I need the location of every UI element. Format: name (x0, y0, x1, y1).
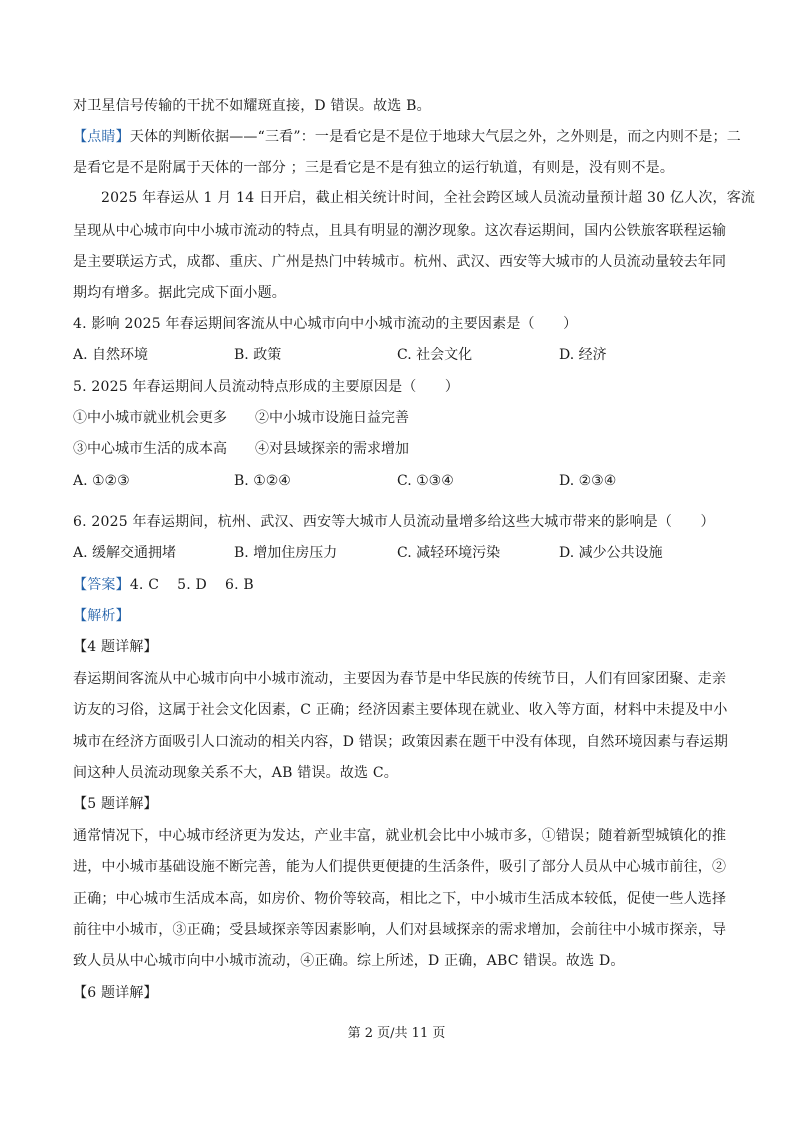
q6-stem: 6. 2025 年春运期间，杭州、武汉、西安等大城市人员流动量增多给这些大城市带来的影响是（ ） (73, 514, 715, 530)
tip-line-2: 是看它是不是附属于天体的一部分 ；三是看它是不是有独立的运行轨道，有则是，没有则不是。 (73, 160, 675, 176)
d4-line-3: 城市在经济方面吸引人口流动的相关内容，D 错误；政策因素在题干中没有体现，自然环境因素与春运期 (73, 734, 729, 750)
answer-6: 6. B (224, 577, 254, 593)
q5-item-3: ③中心城市生活的成本高 (73, 441, 227, 457)
d4-line-2: 访友的习俗，这属于社会文化因素，C 正确；经济因素主要体现在就业、收入等方面，材料中未提及中小 (73, 702, 728, 718)
answer-row (73, 575, 272, 595)
d5-line-5: 致人员从中心城市向中小城市流动，④正确。综上所述，D 正确，ABC 错误。故选 D。 (73, 953, 625, 969)
q6-option-c: C. 减轻环境污染 (397, 545, 501, 561)
q4-option-a: A. 自然环境 (73, 347, 149, 363)
tip-line-1 (73, 127, 741, 147)
q5-item-2: ②中小城市设施日益完善 (255, 410, 409, 426)
material-line-4: 期均有增多。据此完成下面小题。 (73, 285, 286, 301)
d4-line-1: 春运期间客流从中心城市向中小城市流动，主要因为春节是中华民族的传统节日，人们有回家团聚、走亲 (73, 671, 727, 687)
material-line-1: 2025 年春运从 1 月 14 日开启，截止相关统计时间，全社会跨区域人员流动量预计超 30 亿人次，客流 (101, 190, 756, 206)
answer-label: 【答案】 (73, 577, 130, 593)
d5-label: 【5 题详解】 (73, 796, 158, 812)
q5-stem: 5. 2025 年春运期间人员流动特点形成的主要原因是（ ） (73, 379, 460, 395)
d5-line-3: 正确；中心城市生活成本高，如房价、物价等较高，相比之下，中小城市生活成本较低，促使一些人选择 (73, 891, 727, 907)
prev-answer-line: 对卫星信号传输的干扰不如耀斑直接，D 错误。故选 B。 (73, 98, 431, 114)
q4-option-b: B. 政策 (234, 347, 282, 363)
page-footer: 第 2 页/共 11 页 (347, 1026, 446, 1041)
material-line-2: 呈现从中心城市向中小城市流动的特点，且具有明显的潮汐现象。这次春运期间，国内公铁旅客联程运输 (73, 223, 727, 239)
q4-option-c: C. 社会文化 (397, 347, 473, 363)
q5-option-c: C. ①③④ (397, 473, 454, 489)
d4-label: 【4 题详解】 (73, 639, 158, 655)
d5-line-2: 进，中小城市基础设施不断完善，能为人们提供更便捷的生活条件，吸引了部分人员从中心城市前往，② (73, 859, 727, 875)
q4-option-d: D. 经济 (559, 347, 607, 363)
q5-option-b: B. ①②④ (234, 473, 291, 489)
q5-item-4: ④对县域探亲的需求增加 (255, 441, 409, 457)
q5-option-a: A. ①②③ (73, 473, 130, 489)
tip-label: 【点睛】 (73, 129, 130, 145)
q6-option-d: D. 减少公共设施 (559, 545, 663, 561)
q6-option-b: B. 增加住房压力 (234, 545, 338, 561)
q5-item-1: ①中小城市就业机会更多 (73, 410, 227, 426)
d5-line-4: 前往中小城市，③正确；受县域探亲等因素影响，人们对县域探亲的需求增加，会前往中小城市探亲，导 (73, 922, 727, 938)
q6-option-a: A. 缓解交通拥堵 (73, 545, 177, 561)
material-line-3: 是主要联运方式，成都、重庆、广州是热门中转城市。杭州、武汉、西安等大城市的人员流动量较去年同 (73, 254, 727, 270)
analysis-label: 【解析】 (73, 608, 130, 624)
q4-stem: 4. 影响 2025 年春运期间客流从中心城市向中小城市流动的主要因素是（ ） (73, 316, 578, 332)
q5-option-d: D. ②③④ (559, 473, 617, 489)
tip-text-1: 天体的判断依据——“三看”：一是看它是不是位于地球大气层之外，之外则是，而之内则不是；二 (129, 129, 741, 145)
d5-line-1: 通常情况下，中心城市经济更为发达，产业丰富，就业机会比中小城市多，①错误；随着新型城镇化的推 (73, 828, 727, 844)
answer-4: 4. C (129, 577, 160, 593)
d6-label: 【6 题详解】 (73, 985, 158, 1001)
answer-5: 5. D (177, 577, 207, 593)
d4-line-4: 间这种人员流动现象关系不大，AB 错误。故选 C。 (73, 765, 399, 781)
